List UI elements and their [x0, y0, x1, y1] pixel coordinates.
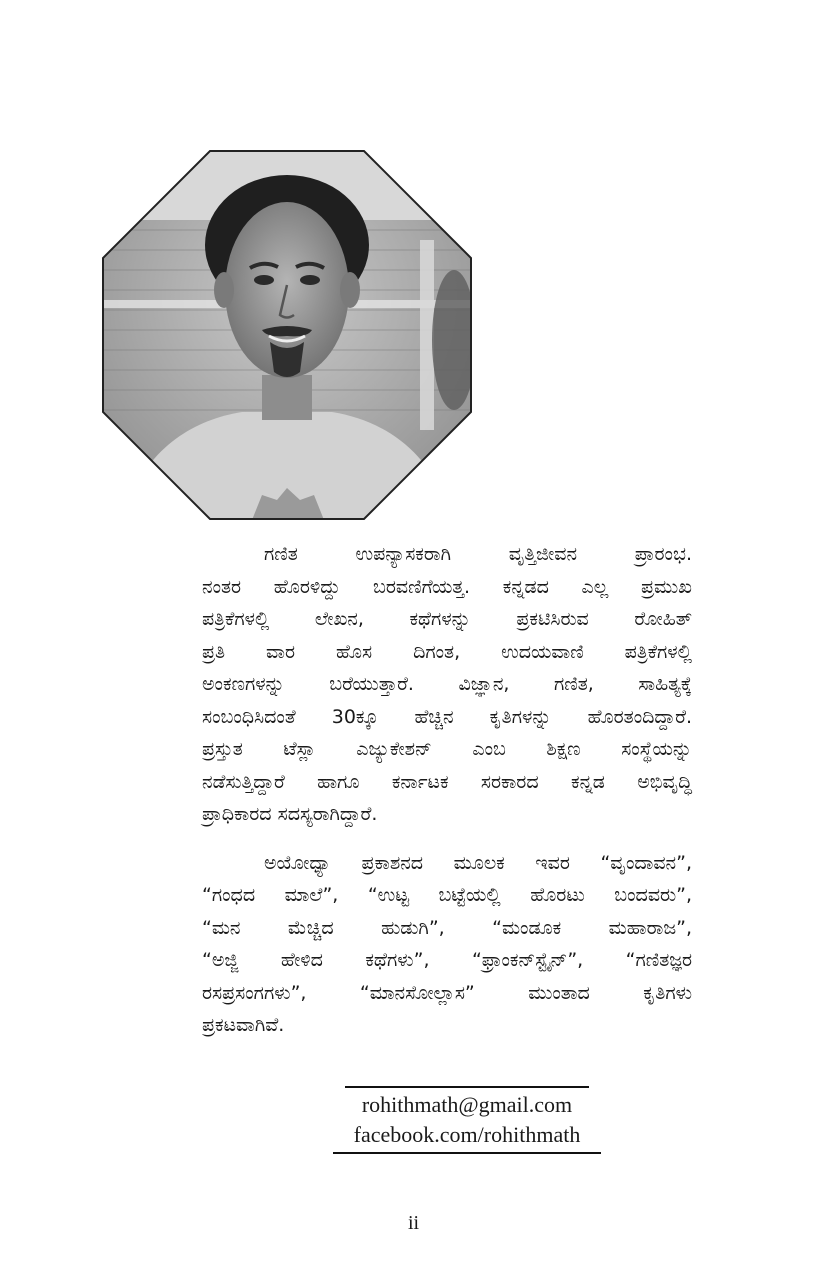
contact-rule-top: [345, 1086, 589, 1088]
contact-block: [331, 1086, 603, 1154]
bio-line: ನಡೆಸುತ್ತಿದ್ದಾರೆ ಹಾಗೂ ಕರ್ನಾಟಕ ಸರಕಾರದ ಕನ್ನಡ ಅಭಿವೃದ್ಧಿ: [202, 770, 692, 793]
bio-line: ಅಯೋಧ್ಯಾ ಪ್ರಕಾಶನದ ಮೂಲಕ ಇವರ “ವೃಂದಾವನ”,: [264, 851, 692, 874]
bio-line: “ಗಂಧದ ಮಾಲೆ”, “ಉಟ್ಟ ಬಟ್ಟೆಯಲ್ಲಿ ಹೊರಟು ಬಂದವರು”,: [202, 884, 692, 906]
bio-line: ಪತ್ರಿಕೆಗಳಲ್ಲಿ ಲೇಖನ, ಕಥೆಗಳನ್ನು ಪ್ರಕಟಿಸಿರುವ ರೋಹಿತ್: [202, 608, 692, 630]
bio-line: ನಂತರ ಹೊರಳಿದ್ದು ಬರವಣಿಗೆಯತ್ತ. ಕನ್ನಡದ ಎಲ್ಲ ಪ್ರಮುಖ: [202, 575, 692, 598]
bio-line: ಸಂಬಂಧಿಸಿದಂತೆ 30ಕ್ಕೂ ಹೆಚ್ಚಿನ ಕೃತಿಗಳನ್ನು ಹೊರತಂದಿದ್ದಾರೆ.: [202, 705, 692, 728]
bio-line: ಗಣಿತ ಉಪನ್ಯಾಸಕರಾಗಿ ವೃತ್ತಿಜೀವನ ಪ್ರಾರಂಭ.: [264, 543, 692, 565]
bio-paragraph-1: [202, 538, 692, 831]
author-photo: [102, 150, 472, 520]
bio-line: ಪ್ರಾಧಿಕಾರದ ಸದಸ್ಯರಾಗಿದ್ದಾರೆ.: [202, 803, 378, 825]
author-bio: [202, 538, 692, 1042]
bio-line: ಪ್ರಸ್ತುತ ಟೆಸ್ಲಾ ಎಜ್ಯುಕೇಶನ್ ಎಂಬ ಶಿಕ್ಷಣ ಸಂಸ್ಥೆಯನ್ನು: [202, 738, 692, 760]
bio-line: “ಅಜ್ಜಿ ಹೇಳಿದ ಕಥೆಗಳು”, “ಫ್ರಾಂಕನ್‌ಸ್ಟೈನ್”, “ಗಣಿತಜ್ಞರ: [202, 949, 692, 971]
contact-rule-bottom: [333, 1152, 601, 1154]
bio-line: ಪ್ರಕಟವಾಗಿವೆ.: [202, 1014, 285, 1036]
contact-email[interactable]: rohithmath@gmail.com: [361, 1092, 573, 1117]
author-photo-octagon: [102, 150, 472, 520]
bio-line: ಅಂಕಣಗಳನ್ನು ಬರೆಯುತ್ತಾರೆ. ವಿಜ್ಞಾನ, ಗಣಿತ, ಸಾಹಿತ್ಯಕ್ಕೆ: [202, 673, 692, 695]
bio-paragraph-2: [202, 847, 692, 1042]
bio-line: ರಸಪ್ರಸಂಗಗಳು”, “ಮಾನಸೋಲ್ಲಾಸ” ಮುಂತಾದ ಕೃತಿಗಳು: [202, 981, 692, 1004]
contact-facebook[interactable]: facebook.com/rohithmath: [353, 1122, 581, 1147]
bio-line: ಪ್ರತಿ ವಾರ ಹೊಸ ದಿಗಂತ, ಉದಯವಾಣಿ ಪತ್ರಿಕೆಗಳಲ್ಲಿ: [202, 640, 692, 663]
page-number: ii: [407, 1212, 420, 1234]
bio-line: “ಮನ ಮೆಚ್ಚಿದ ಹುಡುಗಿ”, “ಮಂಡೂಕ ಮಹಾರಾಜ”,: [202, 916, 692, 939]
